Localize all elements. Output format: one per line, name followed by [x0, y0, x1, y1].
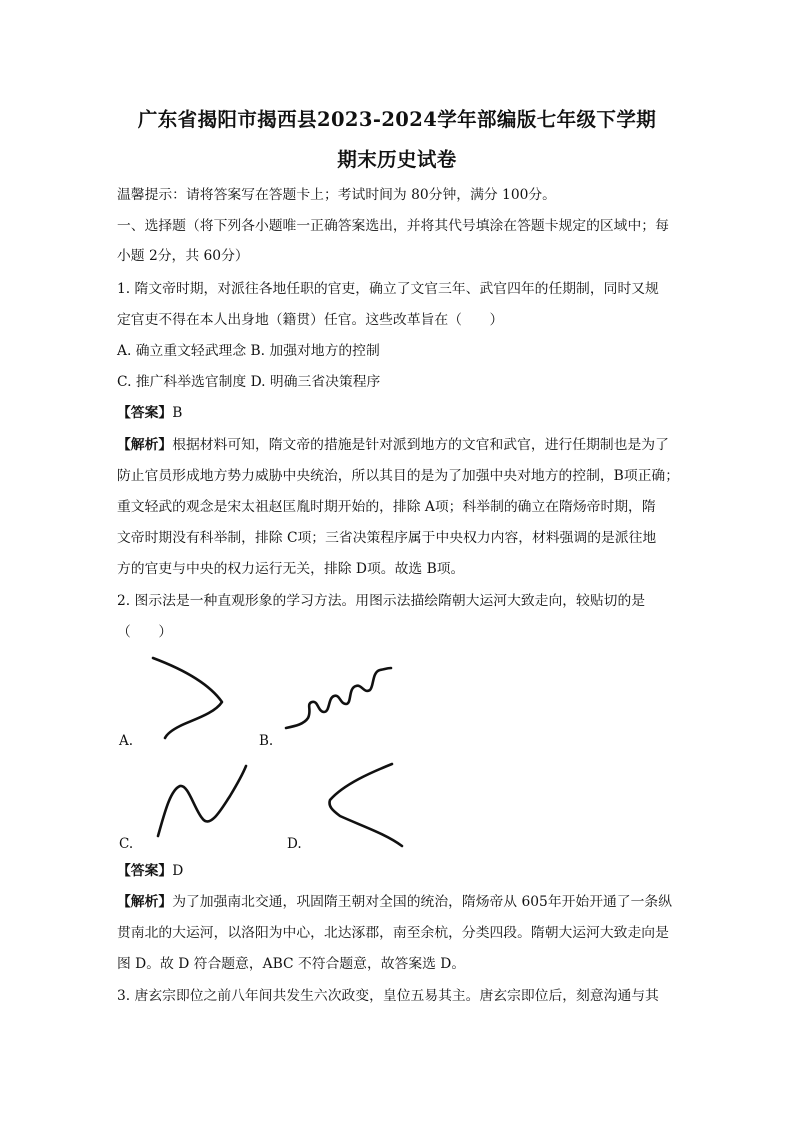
q1-analysis: [117, 435, 669, 455]
q1-analysis-tag: 【解析】: [117, 437, 173, 453]
q2-answer-value: D: [172, 863, 184, 879]
option-c-label: C.: [119, 836, 134, 852]
q1-answer: [117, 403, 182, 423]
q1-answer-tag: 【答案】: [117, 405, 173, 421]
q2-answer-tag: 【答案】: [117, 863, 173, 879]
q1-analysis-line5: 方的官吏与中央的权力运行无关，排除 D项。故选 B项。: [117, 561, 465, 577]
q1-analysis-text: 根据材料可知，隋文帝的措施是针对派到地方的文官和武官，进行任期制也是为了: [172, 437, 669, 453]
option-b-label: B.: [259, 733, 274, 749]
option-b-figure: [282, 658, 397, 738]
q2-analysis-tag: 【解析】: [117, 894, 173, 910]
q1-options-cd: C. 推广科举选官制度 D. 明确三省决策程序: [117, 374, 381, 390]
q1-stem-cont: 定官吏不得在本人出身地（籍贯）任官。这些改革旨在（ ）: [117, 312, 504, 328]
option-a-figure: [140, 650, 240, 742]
q2-analysis-line3: 图 D。故 D 符合题意，ABC 不符合题意，故答案选 D。: [117, 956, 466, 972]
q2-analysis: [117, 892, 672, 912]
q1-answer-value: B: [172, 405, 183, 421]
option-d-figure: [320, 760, 410, 852]
section-heading: 一、选择题（将下列各小题唯一正确答案选出，并将其代号填涂在答题卡规定的区域中；每: [117, 218, 669, 234]
q3-stem: 3. 唐玄宗即位之前八年间共发生六次政变，皇位五易其主。唐玄宗即位后，刻意沟通与其: [117, 988, 659, 1004]
option-a-label: A.: [119, 733, 134, 749]
page-title-line2: 期末历史试卷: [337, 148, 457, 171]
q1-analysis-line3: 重文轻武的观念是宋太祖赵匡胤时期开始的，排除 A项；科举制的确立在隋炀帝时期，隋: [117, 499, 656, 515]
q1-stem: 1. 隋文帝时期，对派往各地任职的官吏，确立了文官三年、武官四年的任期制，同时又规: [117, 281, 659, 297]
q2-stem-cont: （ ）: [117, 624, 173, 640]
q2-stem: 2. 图示法是一种直观形象的学习方法。用图示法描绘隋朝大运河大致走向，较贴切的是: [117, 593, 646, 609]
option-d-label: D.: [287, 836, 302, 852]
exam-tip: 温馨提示：请将答案写在答题卡上；考试时间为 80分钟，满分 100分。: [117, 187, 556, 203]
q1-analysis-line2: 防止官员形成地方势力威胁中央统治，所以其目的是为了加强中央对地方的控制，B项正确；: [117, 468, 680, 484]
q2-answer: [117, 861, 183, 881]
page-title-line1: 广东省揭阳市揭西县2023-2024学年部编版七年级下学期: [137, 108, 657, 131]
q1-analysis-line4: 文帝时期没有科举制，排除 C项；三省决策程序属于中央权力内容，材料强调的是派往地: [117, 530, 657, 546]
option-c-figure: [150, 760, 255, 842]
section-heading-cont: 小题 2分，共 60分）: [117, 248, 249, 264]
q2-analysis-text: 为了加强南北交通，巩固隋王朝对全国的统治，隋炀帝从 605年开始开通了一条纵: [172, 894, 672, 910]
q2-analysis-line2: 贯南北的大运河，以洛阳为中心，北达涿郡，南至余杭，分类四段。隋朝大运河大致走向是: [117, 925, 669, 941]
q1-options-ab: A. 确立重文轻武理念 B. 加强对地方的控制: [117, 343, 380, 359]
